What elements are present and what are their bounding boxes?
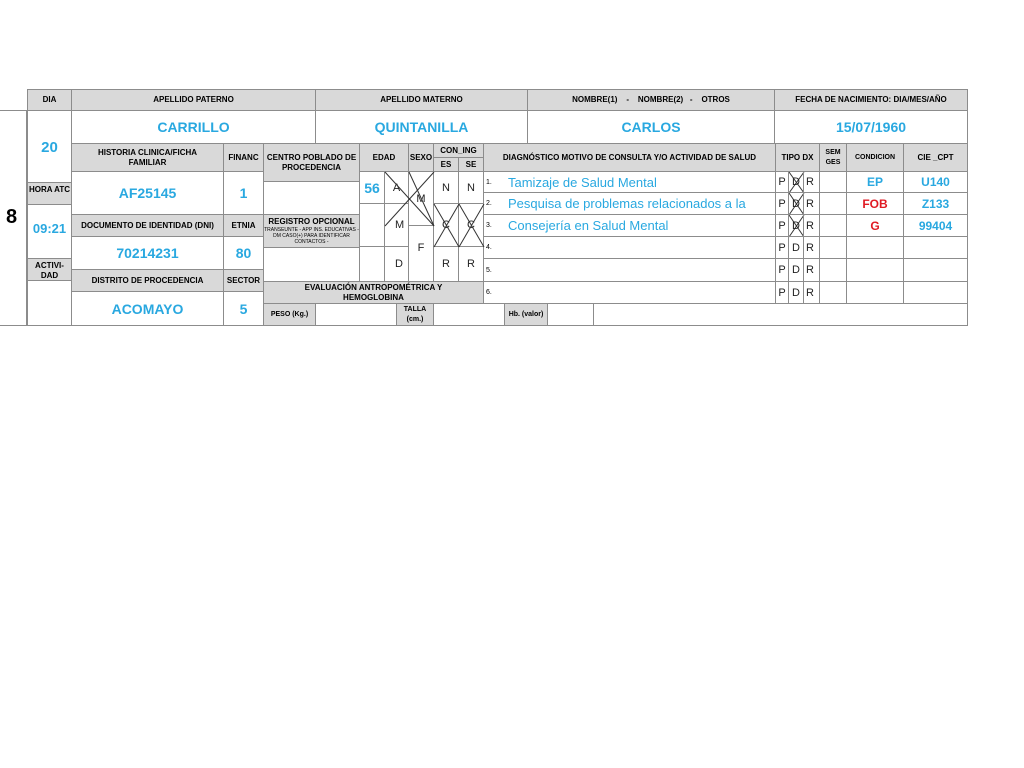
se-r[interactable]: R xyxy=(459,247,484,282)
tipo-dx-r[interactable]: R xyxy=(804,215,820,237)
sem-ges-value[interactable] xyxy=(820,282,847,304)
diagnosis-num: 4. xyxy=(486,244,492,251)
header-eval-antropometrica: EVALUACIÓN ANTROPOMÉTRICA Y HEMOGLOBINA xyxy=(264,282,484,304)
es-r[interactable]: R xyxy=(434,247,459,282)
cie-value[interactable]: U140 xyxy=(904,172,968,193)
header-dia: DIA xyxy=(27,89,72,111)
es-c[interactable]: C xyxy=(434,204,459,247)
header-actividad: ACTIVI-DAD xyxy=(27,259,72,281)
header-historia-clinica: HISTORIA CLINICA/FICHA FAMILIAR xyxy=(72,144,224,172)
header-sem-ges: SEM GES xyxy=(820,144,847,172)
registro-opcional-value[interactable] xyxy=(264,248,360,282)
dia-value[interactable] xyxy=(27,111,72,183)
tipo-dx-p[interactable]: P xyxy=(776,215,789,237)
nombres-value[interactable]: CARLOS xyxy=(528,111,775,144)
peso-value[interactable] xyxy=(316,304,397,326)
sem-ges-value[interactable] xyxy=(820,193,847,215)
condicion-value[interactable]: FOB xyxy=(847,193,904,215)
edad-unit-a[interactable]: A xyxy=(385,172,409,204)
edad-unit-d[interactable]: D xyxy=(385,247,409,282)
condicion-value[interactable] xyxy=(847,282,904,304)
talla-value[interactable] xyxy=(434,304,505,326)
edad-text: 56 xyxy=(364,179,380,196)
registro-opcional-note: TRANSEUNTE - APP INS. EDUCATIVAS - DM CASO(+) PARA IDENTIFICAR CONTACTOS - xyxy=(264,227,359,245)
tipo-dx-r[interactable]: R xyxy=(804,237,820,259)
tipo-dx-d[interactable]: D xyxy=(789,215,804,237)
condicion-value[interactable] xyxy=(847,259,904,282)
tipo-dx-p[interactable]: P xyxy=(776,237,789,259)
form-top-left-line xyxy=(0,110,27,111)
header-cie-cpt: CIE _CPT xyxy=(904,144,968,172)
header-hora-atc: HORA ATC xyxy=(27,183,72,205)
cie-value[interactable] xyxy=(904,282,968,304)
diagnosis-text: Tamizaje de Salud Mental xyxy=(508,174,657,190)
hora-text: 09:21 xyxy=(32,221,67,236)
apellido-paterno-value[interactable]: CARRILLO xyxy=(72,111,316,144)
tipo-dx-r[interactable]: R xyxy=(804,193,820,215)
edad-unit-m[interactable]: M xyxy=(385,204,409,247)
form-trailing-cell xyxy=(594,304,968,326)
diagnosis-row-5[interactable] xyxy=(484,259,776,282)
header-fecha-nacimiento: FECHA DE NACIMIENTO: DIA/MES/AÑO xyxy=(775,89,968,111)
diagnosis-row-4[interactable] xyxy=(484,237,776,259)
sector-value[interactable]: 5 xyxy=(224,292,264,326)
diagnosis-row-1[interactable] xyxy=(484,172,776,193)
registro-opcional-label: REGISTRO OPCIONAL xyxy=(268,217,355,226)
header-financ: FINANC xyxy=(224,144,264,172)
sexo-f[interactable]: F xyxy=(409,226,434,282)
diagnosis-num: 2. xyxy=(486,200,492,207)
header-sector: SECTOR xyxy=(224,270,264,292)
diagnosis-num: 1. xyxy=(486,178,492,186)
sem-ges-value[interactable] xyxy=(820,172,847,193)
header-se: SE xyxy=(459,158,484,172)
header-distrito: DISTRITO DE PROCEDENCIA xyxy=(72,270,224,292)
condicion-value[interactable]: G xyxy=(847,215,904,237)
header-tipo-dx: TIPO DX xyxy=(776,144,820,172)
tipo-dx-r[interactable]: R xyxy=(804,259,820,282)
header-talla: TALLA (cm.) xyxy=(397,304,434,326)
dia-text: 20 xyxy=(41,139,58,156)
cie-value[interactable] xyxy=(904,259,968,282)
header-edad: EDAD xyxy=(360,144,409,172)
apellido-materno-value[interactable]: QUINTANILLA xyxy=(316,111,528,144)
header-registro-opcional xyxy=(264,215,360,248)
tipo-dx-d[interactable]: D xyxy=(789,193,804,215)
tipo-dx-d[interactable]: D xyxy=(789,282,804,304)
header-etnia: ETNIA xyxy=(224,215,264,237)
header-nombres: NOMBRE(1) - NOMBRE(2) - OTROS xyxy=(528,89,775,111)
cie-value[interactable]: 99404 xyxy=(904,215,968,237)
diagnosis-row-3[interactable] xyxy=(484,215,776,237)
sem-ges-value[interactable] xyxy=(820,215,847,237)
header-hb: Hb. (valor) xyxy=(505,304,548,326)
edad-value[interactable] xyxy=(360,172,385,204)
condicion-value[interactable]: EP xyxy=(847,172,904,193)
header-documento: DOCUMENTO DE IDENTIDAD (DNI) xyxy=(72,215,224,237)
se-n[interactable]: N xyxy=(459,172,484,204)
diagnosis-row-6[interactable] xyxy=(484,282,776,304)
actividad-value[interactable] xyxy=(27,281,72,326)
documento-value[interactable]: 70214231 xyxy=(72,237,224,270)
tipo-dx-d[interactable]: D xyxy=(789,237,804,259)
financ-value[interactable]: 1 xyxy=(224,172,264,215)
tipo-dx-p[interactable]: P xyxy=(776,193,789,215)
tipo-dx-r[interactable]: R xyxy=(804,172,820,193)
etnia-value[interactable]: 80 xyxy=(224,237,264,270)
tipo-dx-d[interactable]: D xyxy=(789,172,804,193)
edad-blank-m[interactable] xyxy=(360,204,385,247)
row-number: 8 xyxy=(6,206,18,228)
diagnosis-num: 5. xyxy=(486,266,492,274)
cie-value[interactable] xyxy=(904,237,968,259)
header-apellido-paterno: APELLIDO PATERNO xyxy=(72,89,316,111)
tipo-dx-r[interactable]: R xyxy=(804,282,820,304)
condicion-value[interactable] xyxy=(847,237,904,259)
es-n[interactable]: N xyxy=(434,172,459,204)
cie-value[interactable]: Z133 xyxy=(904,193,968,215)
diagnosis-text: Consejería en Salud Mental xyxy=(508,218,669,233)
sem-ges-value[interactable] xyxy=(820,237,847,259)
diagnosis-num: 6. xyxy=(486,289,492,296)
header-apellido-materno: APELLIDO MATERNO xyxy=(316,89,528,111)
header-sexo: SEXO xyxy=(409,144,434,172)
tipo-dx-p[interactable]: P xyxy=(776,259,789,282)
centro-poblado-value[interactable] xyxy=(264,182,360,215)
header-centro-poblado: CENTRO POBLADO DE PROCEDENCIA xyxy=(264,144,360,182)
sexo-m[interactable]: M xyxy=(409,172,434,226)
diagnosis-row-2[interactable] xyxy=(484,193,776,215)
historia-clinica-value[interactable]: AF25145 xyxy=(72,172,224,215)
header-diagnostico: DIAGNÓSTICO MOTIVO DE CONSULTA Y/O ACTIVIDAD DE SALUD xyxy=(484,144,776,172)
hb-value[interactable] xyxy=(548,304,594,326)
tipo-dx-p[interactable]: P xyxy=(776,172,789,193)
tipo-dx-d[interactable]: D xyxy=(789,259,804,282)
header-con-ing: CON_ING xyxy=(434,144,484,158)
tipo-dx-p[interactable]: P xyxy=(776,282,789,304)
distrito-value[interactable]: ACOMAYO xyxy=(72,292,224,326)
sem-ges-value[interactable] xyxy=(820,259,847,282)
fecha-nacimiento-value[interactable]: 15/07/1960 xyxy=(775,111,968,144)
diagnosis-text: Pesquisa de problemas relacionados a la xyxy=(508,196,746,211)
edad-blank-d[interactable] xyxy=(360,247,385,282)
header-peso: PESO (Kg.) xyxy=(264,304,316,326)
header-condicion: CONDICION xyxy=(847,144,904,172)
hora-value[interactable] xyxy=(27,205,72,259)
se-c[interactable]: C xyxy=(459,204,484,247)
diagnosis-num: 3. xyxy=(486,222,492,229)
header-es: ES xyxy=(434,158,459,172)
